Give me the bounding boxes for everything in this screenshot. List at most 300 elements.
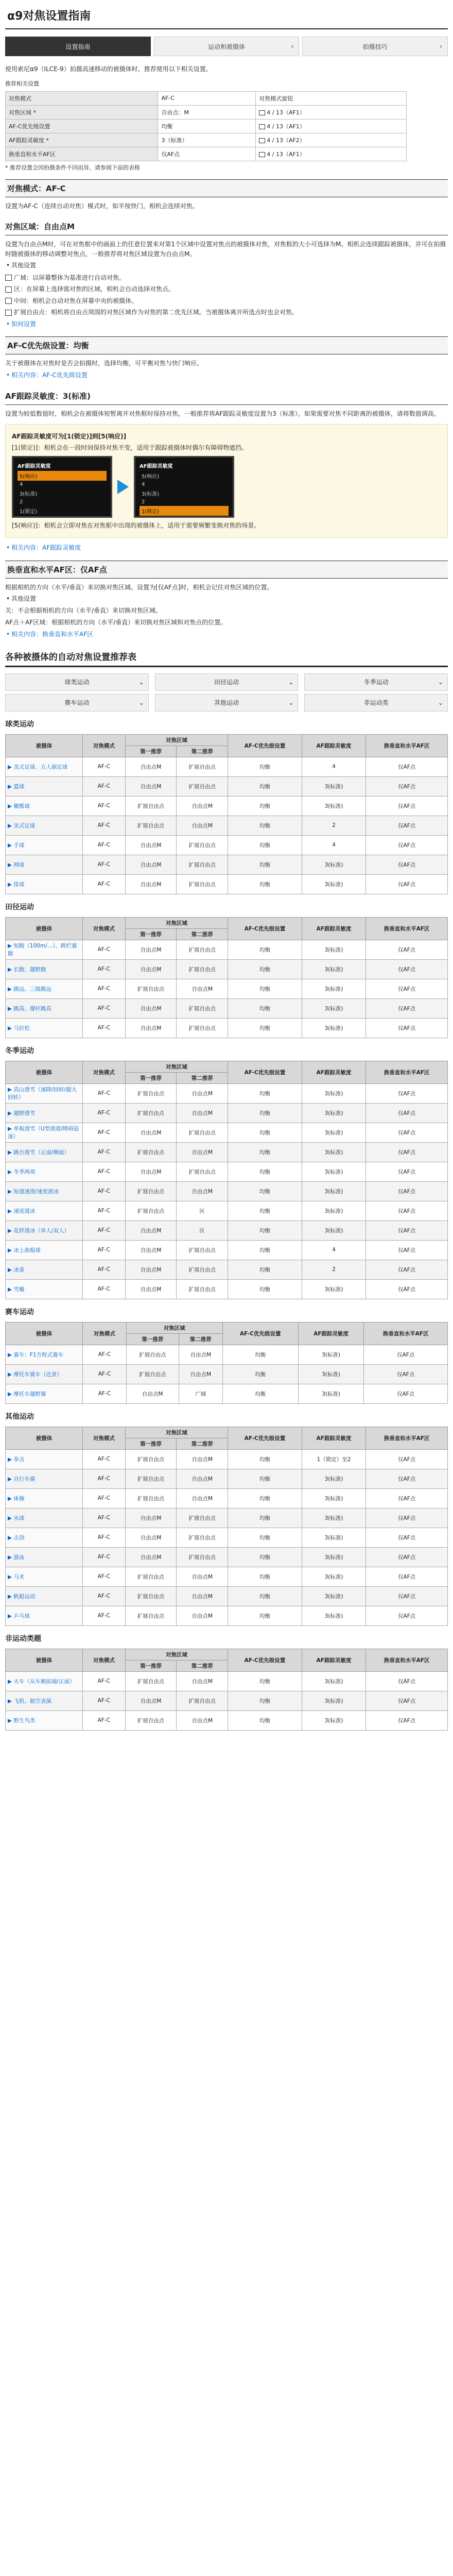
table-cell: 仅AF点	[366, 1449, 448, 1469]
subject-link[interactable]: ▶ 花样滑冰（单人/双人）	[6, 1221, 83, 1240]
cell-text: AF-C	[161, 95, 175, 102]
table-row	[6, 1260, 448, 1279]
subject-link[interactable]: ▶ 速度滑冰	[6, 1201, 83, 1221]
table-cell: 均衡	[228, 959, 302, 979]
table-cell: 均衡	[228, 1567, 302, 1586]
table-cell: 均衡	[228, 998, 302, 1018]
rec-setting-name	[6, 105, 158, 119]
table-cell: 自由点M	[177, 1449, 228, 1469]
table-cell: 自由点M	[125, 1547, 177, 1567]
section-text: 设置为自由点M时，可在对焦框中的画面上的任意位置来对第1个区域中设置对焦点的被摄体对焦，对焦框的大小可选择为M。相机会连续跟踪被摄体，并可在拍摄时随被摄体的移动调整对焦点，一般推荐将对焦区域设置为自由点M。	[5, 241, 446, 258]
table-cell: 仅AF点	[366, 1201, 448, 1221]
category-title: 非运动类题	[5, 1634, 41, 1643]
subject-link[interactable]: ▶ 长跑、越野跑	[6, 959, 83, 979]
table-cell: 仅AF点	[366, 835, 448, 855]
rec-setting-name	[6, 133, 158, 147]
table-cell: AF-C	[83, 1449, 126, 1469]
column-header: 对焦模式	[83, 1322, 127, 1345]
column-header: AF-C优先级设置	[228, 734, 302, 757]
table-cell: 扩展自由点	[177, 1123, 228, 1142]
subject-link[interactable]: ▶ 野生鸟类	[6, 1710, 83, 1730]
cell-text: 4 / 13（AF1）	[267, 109, 305, 116]
cell-text: 换垂直和水平AF区	[9, 150, 56, 158]
cell-text: 4 / 13（AF1）	[267, 150, 305, 158]
section-title: 对焦模式：AF-C	[5, 179, 448, 197]
subject-link[interactable]: ▶ 短跑（100m/…）、跨栏赛跑	[6, 940, 83, 959]
table-row	[6, 776, 448, 796]
table-cell: AF-C	[83, 1201, 126, 1221]
cell-text: 自由点：M	[161, 109, 189, 116]
sports-nav-button[interactable]	[5, 673, 149, 691]
sports-nav-button[interactable]	[155, 694, 299, 711]
table-cell: 1（锁定）至2	[302, 1449, 366, 1469]
tab-label: 运动和被摄体	[208, 43, 246, 50]
table-cell: 3(标准)	[302, 796, 366, 816]
subject-link[interactable]: ▶ 自行车赛	[6, 1469, 83, 1488]
table-cell: 仅AF点	[366, 816, 448, 835]
subject-link[interactable]: ▶ 排球	[6, 874, 83, 894]
subject-link[interactable]: ▶ 跳高、撑杆跳高	[6, 998, 83, 1018]
table-cell: 3(标准)	[302, 1586, 366, 1606]
table-cell: 自由点M	[125, 1162, 177, 1181]
subject-link[interactable]: ▶ 手球	[6, 835, 83, 855]
column-header: 换垂直和水平AF区	[364, 1322, 448, 1345]
rec-setting-location	[256, 133, 407, 147]
table-row	[6, 1469, 448, 1488]
table-cell: AF-C	[83, 1018, 126, 1038]
subject-link[interactable]: ▶ 跳远、三级跳远	[6, 979, 83, 998]
table-cell: 均衡	[222, 1384, 298, 1403]
column-header: 被摄体	[6, 1649, 83, 1671]
category-table	[5, 734, 448, 894]
table-cell: 自由点M	[125, 1691, 177, 1710]
sports-nav-label: 赛车运动	[64, 699, 90, 707]
subject-link[interactable]: ▶ 摩托车越野赛	[6, 1384, 83, 1403]
table-cell: 均衡	[228, 1606, 302, 1625]
table-cell: 均衡	[228, 979, 302, 998]
rec-row	[6, 119, 407, 133]
table-cell: 自由点M	[177, 1586, 228, 1606]
table-cell: 自由点M	[177, 1469, 228, 1488]
sports-nav-button[interactable]	[155, 673, 299, 691]
table-cell: 均衡	[228, 855, 302, 874]
table-cell: 均衡	[228, 1240, 302, 1260]
table-cell: 自由点M	[179, 1345, 222, 1364]
subject-link[interactable]: ▶ 越野滑雪	[6, 1103, 83, 1123]
table-cell: 扩展自由点	[125, 1586, 177, 1606]
subject-link[interactable]: ▶ 体操	[6, 1488, 83, 1508]
category-table	[5, 1061, 448, 1299]
section-vh-switch	[5, 561, 448, 639]
sports-nav-button[interactable]	[304, 673, 448, 691]
table-cell: 均衡	[228, 1547, 302, 1567]
camera-menu-option: 2	[20, 499, 23, 505]
subject-link[interactable]: ▶ 雪橇	[6, 1279, 83, 1299]
section-title: AF-C优先级设置：均衡	[5, 336, 448, 354]
category-table	[5, 1322, 448, 1404]
table-cell: 自由点M	[177, 1671, 228, 1691]
table-cell: AF-C	[83, 1488, 126, 1508]
table-cell: 扩展自由点	[177, 757, 228, 776]
chevron-down-icon: ⌄	[288, 678, 294, 686]
subject-link[interactable]: ▶ 单板滑雪（U型滑道/障碍追逐）	[6, 1123, 83, 1142]
camera-menu-title: AF跟踪灵敏度	[140, 463, 173, 469]
option-text: 中间：相机会自动对焦在屏幕中央的被摄体。	[14, 297, 138, 304]
table-row	[6, 1528, 448, 1547]
sports-nav-button[interactable]	[5, 694, 149, 711]
camera-menu-screen	[134, 456, 234, 518]
table-row	[6, 1345, 448, 1364]
sports-nav-label: 非运动类	[363, 699, 389, 707]
table-row	[6, 1449, 448, 1469]
rec-row	[6, 91, 407, 105]
subject-link[interactable]: ▶ 马拉松	[6, 1018, 83, 1038]
subject-link[interactable]: ▶ 马术	[6, 1567, 83, 1586]
rec-row	[6, 147, 407, 161]
category-block	[5, 1045, 448, 1299]
table-row	[6, 816, 448, 835]
table-cell: 自由点M	[177, 1142, 228, 1162]
rec-setting-value	[158, 105, 256, 119]
table-cell: 扩展自由点	[177, 940, 228, 959]
table-cell: 扩展自由点	[177, 776, 228, 796]
table-cell: AF-C	[83, 776, 126, 796]
related-link[interactable]: • 相关内容：AF-C优先级设置	[5, 370, 448, 380]
subject-link[interactable]: ▶ 短道速滑/速度滑冰	[6, 1181, 83, 1201]
cell-text: 对焦区域 *	[9, 109, 36, 116]
sports-nav-label: 球类运动	[64, 679, 90, 686]
table-cell: AF-C	[83, 1508, 126, 1528]
table-cell: 仅AF点	[366, 1162, 448, 1181]
table-cell: 均衡	[228, 1710, 302, 1730]
table-cell: AF-C	[83, 796, 126, 816]
table-cell: 3(标准)	[302, 874, 366, 894]
table-cell: 仅AF点	[366, 1606, 448, 1625]
subject-link[interactable]: ▶ 水球	[6, 1508, 83, 1528]
subject-link[interactable]: ▶ 冰上曲棍球	[6, 1240, 83, 1260]
column-header: 第一推荐	[125, 928, 177, 940]
table-cell: 均衡	[228, 1488, 302, 1508]
related-link[interactable]: • 相关内容：换垂直和水平AF区	[5, 630, 448, 639]
table-row	[6, 835, 448, 855]
table-row	[6, 1123, 448, 1142]
table-cell: 仅AF点	[366, 1103, 448, 1123]
column-header: 第一推荐	[125, 1438, 177, 1449]
rec-setting-value	[158, 119, 256, 133]
subject-link[interactable]: ▶ 高山滑雪（速降/回转/超大回转）	[6, 1083, 83, 1103]
focus-area-icon	[5, 298, 12, 304]
table-cell: 自由点M	[125, 1018, 177, 1038]
rec-setting-location	[256, 91, 407, 105]
column-header: 第一推荐	[126, 1333, 179, 1345]
table-cell: 扩展自由点	[177, 1508, 228, 1528]
column-header: 对焦区域	[126, 1322, 222, 1333]
column-header: 被摄体	[6, 1322, 83, 1345]
subject-link[interactable]: ▶ 游泳	[6, 1547, 83, 1567]
table-cell: 3(标准)	[302, 940, 366, 959]
chevron-down-icon: ⌄	[438, 678, 443, 686]
table-cell: AF-C	[83, 835, 126, 855]
table-row	[6, 1508, 448, 1528]
table-cell: 自由点M	[126, 1384, 179, 1403]
table-row	[6, 1103, 448, 1123]
table-cell: 仅AF点	[366, 796, 448, 816]
table-cell: 自由点M	[177, 1083, 228, 1103]
rec-table-title: 推荐相关设置	[5, 80, 39, 87]
table-cell: 仅AF点	[366, 979, 448, 998]
table-row	[6, 796, 448, 816]
rec-setting-value	[158, 133, 256, 147]
column-header: 第二推荐	[177, 1438, 228, 1449]
table-cell: 仅AF点	[364, 1384, 448, 1403]
rec-note-text: * 推荐设置会因拍摄条件不同而异，请参阅下面的表格	[5, 164, 140, 171]
column-header: 对焦模式	[83, 734, 126, 757]
camera-menu-option: 1(锁定)	[140, 506, 229, 516]
subject-link[interactable]: ▶ 摩托车赛车（近景）	[6, 1364, 83, 1384]
subject-link[interactable]: ▶ 赛车：F1方程式赛车	[6, 1345, 83, 1364]
cell-text: 4 / 13（AF2）	[267, 137, 305, 144]
table-row	[6, 1586, 448, 1606]
table-cell: 自由点M	[177, 1488, 228, 1508]
table-row	[6, 1181, 448, 1201]
table-cell: AF-C	[83, 1586, 126, 1606]
table-cell: 均衡	[228, 835, 302, 855]
table-cell: 3(标准)	[298, 1384, 364, 1403]
column-header: 被摄体	[6, 917, 83, 940]
subjects-table-heading: 各种被摄体的自动对焦设置推荐表	[5, 647, 448, 667]
table-header-row	[6, 734, 448, 745]
subject-link[interactable]: ▶ 飞机、航空表演	[6, 1691, 83, 1710]
column-header: 第二推荐	[179, 1333, 222, 1345]
table-cell: 区	[177, 1201, 228, 1221]
cell-text: 均衡	[161, 123, 173, 130]
subject-link[interactable]: ▶ 美式足球	[6, 816, 83, 835]
subject-link[interactable]: ▶ 跳台滑雪（正面/侧面）	[6, 1142, 83, 1162]
subject-link[interactable]: ▶ 帆船运动	[6, 1586, 83, 1606]
table-cell: 自由点M	[177, 1103, 228, 1123]
table-cell: AF-C	[83, 1123, 126, 1142]
vh-line: 关：不会根据相机的方向（水平/垂直）来切换对焦区域。	[5, 607, 162, 615]
other-settings-label: • 其他设置	[5, 261, 448, 270]
table-cell: 2	[302, 1260, 366, 1279]
tab-shooting-tips[interactable]	[302, 37, 448, 56]
chevron-down-icon: ⌄	[138, 678, 144, 686]
table-cell: 均衡	[228, 1260, 302, 1279]
subject-link[interactable]: ▶ 拳击	[6, 1449, 83, 1469]
table-cell: 扩展自由点	[177, 1260, 228, 1279]
camera-menu-icon	[259, 110, 265, 115]
focus-area-option	[5, 296, 448, 306]
cell-text: 4 / 13（AF1）	[267, 123, 305, 130]
table-cell: 3(标准)	[298, 1364, 364, 1384]
table-cell: 扩展自由点	[177, 1528, 228, 1547]
table-cell: 自由点M	[177, 979, 228, 998]
subject-link[interactable]: ▶ 冰壶	[6, 1260, 83, 1279]
table-row	[6, 940, 448, 959]
table-cell: AF-C	[83, 1240, 126, 1260]
table-cell: 扩展自由点	[177, 1162, 228, 1181]
rec-note	[5, 163, 448, 172]
table-cell: 自由点M	[125, 1508, 177, 1528]
rec-row	[6, 133, 407, 147]
table-cell: 自由点M	[177, 1567, 228, 1586]
recommended-settings-table	[5, 91, 407, 161]
table-row	[6, 874, 448, 894]
table-cell: 仅AF点	[364, 1364, 448, 1384]
focus-area-option	[5, 308, 448, 317]
focus-area-option	[5, 284, 448, 294]
tracking-illustration	[5, 424, 448, 538]
table-cell: 3(标准)	[302, 998, 366, 1018]
table-cell: 扩展自由点	[125, 1488, 177, 1508]
subject-link[interactable]: ▶ 冬季两项	[6, 1162, 83, 1181]
camera-menu-option: 5(响应)	[18, 471, 107, 481]
table-cell: 均衡	[228, 757, 302, 776]
table-cell: 扩展自由点	[125, 1606, 177, 1625]
table-row	[6, 1364, 448, 1384]
category-title: 田径运动	[5, 903, 34, 911]
section-text: 设置为较低数值时，相机会在被摄体短暂离开对焦框时保持对焦，一般推荐将AF跟踪灵敏度设置为3（标准），如果需要对焦不同距离的被摄体，请将数值调高。	[5, 410, 440, 417]
table-cell: 仅AF点	[366, 1710, 448, 1730]
subject-link[interactable]: ▶ 击剑	[6, 1528, 83, 1547]
page-title: α9对焦设置指南	[5, 0, 448, 29]
table-cell: 自由点M	[125, 1123, 177, 1142]
table-cell: 均衡	[228, 1586, 302, 1606]
related-link[interactable]: • 相关内容：AF跟踪灵敏度	[5, 543, 448, 553]
arrow-right-icon	[117, 480, 129, 494]
tab-settings-guide[interactable]	[5, 37, 151, 56]
table-cell: 3(标准)	[302, 1018, 366, 1038]
column-header: 换垂直和水平AF区	[366, 734, 448, 757]
tab-label: 拍摄技巧	[362, 43, 388, 50]
table-cell: 3(标准)	[302, 979, 366, 998]
camera-menu-icon	[259, 124, 265, 129]
table-header-row	[6, 1061, 448, 1072]
table-cell: AF-C	[83, 1279, 126, 1299]
column-header: 换垂直和水平AF区	[366, 1649, 448, 1671]
table-row	[6, 1384, 448, 1403]
table-cell: AF-C	[83, 1547, 126, 1567]
table-cell: 扩展自由点	[177, 1279, 228, 1299]
table-cell: 自由点M	[125, 1221, 177, 1240]
table-cell: AF-C	[83, 1260, 126, 1279]
sports-nav	[5, 673, 448, 711]
table-cell: 均衡	[228, 874, 302, 894]
table-cell: 自由点M	[177, 1606, 228, 1625]
table-cell: 3(标准)	[302, 855, 366, 874]
subject-link[interactable]: ▶ 乒乓球	[6, 1606, 83, 1625]
category-title: 其他运动	[5, 1412, 34, 1421]
rec-setting-value	[158, 147, 256, 161]
table-cell: 仅AF点	[366, 1240, 448, 1260]
table-cell: 仅AF点	[366, 1528, 448, 1547]
table-cell: 自由点M	[125, 874, 177, 894]
column-header: AF跟踪灵敏度	[302, 1427, 366, 1449]
table-cell: 自由点M	[125, 940, 177, 959]
table-cell: 4	[302, 757, 366, 776]
rec-setting-location	[256, 119, 407, 133]
table-cell: 扩展自由点	[125, 1449, 177, 1469]
column-header: 对焦区域	[125, 917, 228, 928]
tab-sports-subjects[interactable]	[154, 37, 300, 56]
table-cell: AF-C	[83, 1710, 126, 1730]
camera-menu-option: 3(标准)	[20, 491, 38, 497]
table-cell: 仅AF点	[366, 1083, 448, 1103]
sports-nav-label: 冬季运动	[363, 679, 389, 686]
table-row	[6, 1606, 448, 1625]
focus-area-icon	[5, 286, 12, 293]
camera-menu-option: 4	[142, 481, 145, 487]
table-cell: AF-C	[83, 816, 126, 835]
table-cell: 自由点M	[125, 855, 177, 874]
camera-menu-option: 5(响应)	[142, 473, 160, 480]
category-title: 球类运动	[5, 720, 34, 728]
table-cell: 仅AF点	[366, 1691, 448, 1710]
table-cell: AF-C	[83, 874, 126, 894]
chevron-right-icon: ›	[291, 43, 294, 50]
table-row	[6, 1018, 448, 1038]
column-header: 对焦区域	[125, 1427, 228, 1438]
table-cell: 均衡	[228, 1508, 302, 1528]
column-header: AF跟踪灵敏度	[302, 1649, 366, 1671]
table-cell: 扩展自由点	[125, 979, 177, 998]
cell-text: 仅AF点	[161, 150, 180, 158]
table-cell: 均衡	[228, 1103, 302, 1123]
table-cell: 均衡	[228, 1671, 302, 1691]
subject-link[interactable]: ▶ 美式足球、五人制足球	[6, 757, 83, 776]
table-cell: 3(标准)	[302, 1710, 366, 1730]
table-row	[6, 1240, 448, 1260]
table-cell: 仅AF点	[366, 1142, 448, 1162]
how-to-set-link[interactable]: • 如何设置	[5, 319, 448, 329]
table-cell: 3(标准)	[298, 1345, 364, 1364]
camera-menu-option: 1(锁定)	[20, 509, 38, 515]
column-header: 第一推荐	[125, 745, 177, 757]
table-cell: 仅AF点	[366, 1469, 448, 1488]
table-cell: AF-C	[83, 757, 126, 776]
table-cell: 3(标准)	[302, 1508, 366, 1528]
sports-nav-button[interactable]	[304, 694, 448, 711]
other-settings-label: • 其他设置	[5, 594, 448, 604]
table-cell: 均衡	[228, 776, 302, 796]
rec-setting-location	[256, 147, 407, 161]
focus-area-options	[5, 273, 448, 317]
camera-menu-option: 3(标准)	[142, 491, 160, 497]
table-row	[6, 1083, 448, 1103]
category-table	[5, 1649, 448, 1731]
table-cell: 均衡	[228, 1221, 302, 1240]
table-cell: 扩展自由点	[125, 1671, 177, 1691]
table-cell: 均衡	[228, 1181, 302, 1201]
table-cell: 均衡	[228, 1449, 302, 1469]
category-tables	[5, 719, 448, 1731]
table-row	[6, 1567, 448, 1586]
table-cell: 扩展自由点	[177, 855, 228, 874]
column-header: 对焦区域	[125, 1649, 228, 1660]
subject-link[interactable]: ▶ 篮球	[6, 776, 83, 796]
table-row	[6, 1221, 448, 1240]
table-cell: 仅AF点	[364, 1345, 448, 1364]
table-cell: 均衡	[228, 1142, 302, 1162]
subject-link[interactable]: ▶ 火车（从车厢前端/正面）	[6, 1671, 83, 1691]
focus-area-icon	[5, 275, 12, 281]
section-focus-mode	[5, 179, 448, 211]
category-table	[5, 1427, 448, 1626]
subject-link[interactable]: ▶ 网球	[6, 855, 83, 874]
table-cell: 自由点M	[125, 1260, 177, 1279]
table-cell: 扩展自由点	[125, 1083, 177, 1103]
subject-link[interactable]: ▶ 橄榄球	[6, 796, 83, 816]
